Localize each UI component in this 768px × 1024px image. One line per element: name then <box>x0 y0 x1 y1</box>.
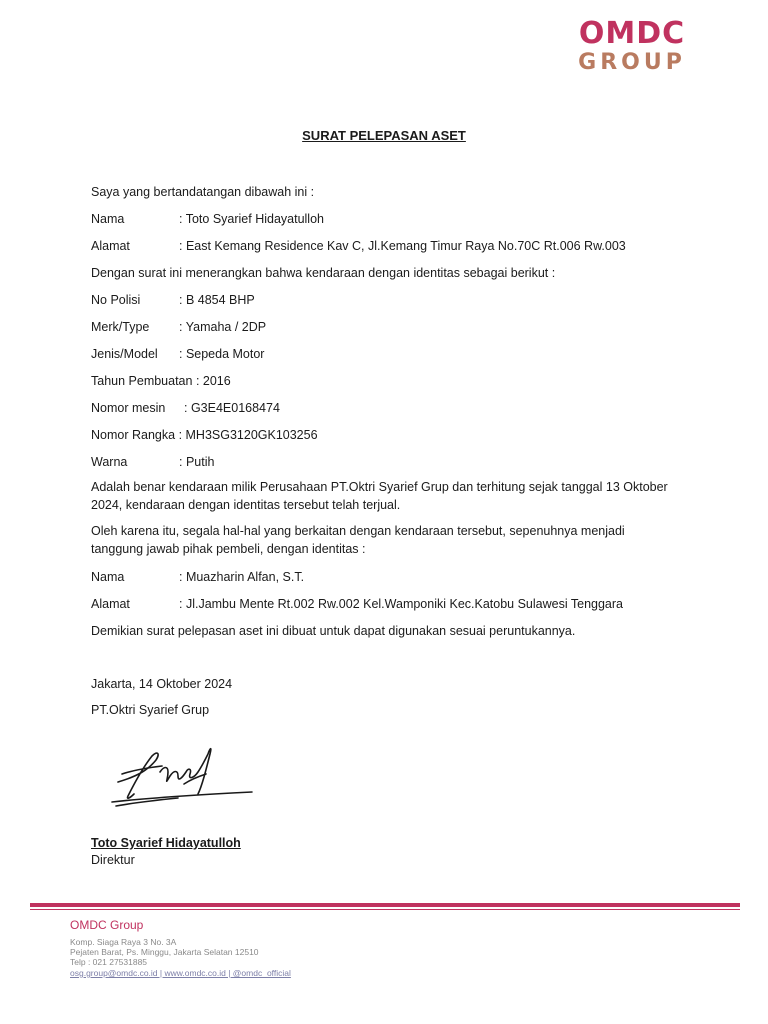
seller-name-label: Nama <box>91 212 125 226</box>
vehicle-type-value: : Sepeda Motor <box>179 347 265 361</box>
footer-company-name: OMDC Group <box>70 918 144 932</box>
vehicle-color-label: Warna <box>91 455 128 469</box>
footer-contact-links[interactable]: osg.group@omdc.co.id | www.omdc.co.id | @omdc_official <box>70 968 291 978</box>
seller-address-value: : East Kemang Residence Kav C, Jl.Kemang Timur Raya No.70C Rt.006 Rw.003 <box>179 239 626 253</box>
footer-phone: Telp : 021 27531885 <box>70 957 148 967</box>
responsibility-paragraph: Oleh karena itu, segala hal-hal yang berkaitan dengan kendaraan tersebut, sepenuhnya menjadi tanggung jawab pihak pembeli, dengan identitas : <box>91 524 625 556</box>
seller-address-label: Alamat <box>91 239 130 253</box>
vehicle-plate-label: No Polisi <box>91 293 141 307</box>
vehicle-type-label: Jenis/Model <box>91 347 158 361</box>
signature-scribble <box>108 740 258 810</box>
vehicle-year-value: : 2016 <box>195 374 231 388</box>
logo-text-omdc: OMDC <box>578 16 686 51</box>
seller-name-row <box>91 211 324 227</box>
company-name: PT.Oktri Syarief Grup <box>91 703 210 717</box>
vehicle-color-value: : Putih <box>179 455 215 469</box>
statement-text: Dengan surat ini menerangkan bahwa kendaraan dengan identitas sebagai berikut : <box>91 266 556 280</box>
vehicle-engine-label: Nomor mesin <box>91 401 166 415</box>
vehicle-brand-label: Merk/Type <box>91 320 150 334</box>
vehicle-chassis-label: Nomor Rangka <box>91 428 176 442</box>
vehicle-brand-value: : Yamaha / 2DP <box>179 320 267 334</box>
vehicle-chassis-row <box>91 427 318 443</box>
seller-address-row <box>91 238 626 254</box>
buyer-name-value: : Muazharin Alfan, S.T. <box>179 570 305 584</box>
footer-divider <box>30 903 740 907</box>
footer-divider-thin <box>30 909 740 910</box>
buyer-address-label: Alamat <box>91 597 130 611</box>
vehicle-plate-value: : B 4854 BHP <box>179 293 255 307</box>
closing-text: Demikian surat pelepasan aset ini dibuat untuk dapat digunakan sesuai peruntukannya. <box>91 624 576 638</box>
buyer-name-label: Nama <box>91 570 125 584</box>
ownership-paragraph: Adalah benar kendaraan milik Perusahaan PT.Oktri Syarief Grup dan terhitung sejak tanggal 13 Oktober 2024, kendaraan dengan identitas tersebut telah terjual. <box>91 480 668 512</box>
seller-name-value: : Toto Syarief Hidayatulloh <box>179 212 324 226</box>
vehicle-brand-row <box>91 319 266 335</box>
buyer-name-row <box>91 569 304 585</box>
buyer-address-value: : Jl.Jambu Mente Rt.002 Rw.002 Kel.Wamponiki Kec.Katobu Sulawesi Tenggara <box>179 597 623 611</box>
vehicle-engine-row <box>91 400 280 416</box>
omdc-group-logo <box>572 18 692 76</box>
vehicle-chassis-value: : MH3SG3120GK103256 <box>178 428 318 442</box>
vehicle-type-row <box>91 346 264 362</box>
signatory-name: Toto Syarief Hidayatulloh <box>91 836 241 850</box>
vehicle-color-row <box>91 454 214 470</box>
vehicle-year-label: Tahun Pembuatan <box>91 374 193 388</box>
vehicle-year-row <box>91 373 231 389</box>
logo-text-group: GROUP <box>578 50 686 75</box>
intro-text: Saya yang bertandatangan dibawah ini : <box>91 185 315 199</box>
footer-address-line-1: Komp. Siaga Raya 3 No. 3A <box>70 937 177 947</box>
place-date: Jakarta, 14 Oktober 2024 <box>91 677 233 691</box>
footer-address-line-2: Pejaten Barat, Ps. Minggu, Jakarta Selatan 12510 <box>70 947 259 957</box>
signatory-role: Direktur <box>91 853 135 867</box>
vehicle-plate-row <box>91 292 255 308</box>
buyer-address-row <box>91 596 623 612</box>
vehicle-engine-value: : G3E4E0168474 <box>184 401 280 415</box>
document-title: SURAT PELEPASAN ASET <box>302 128 466 143</box>
